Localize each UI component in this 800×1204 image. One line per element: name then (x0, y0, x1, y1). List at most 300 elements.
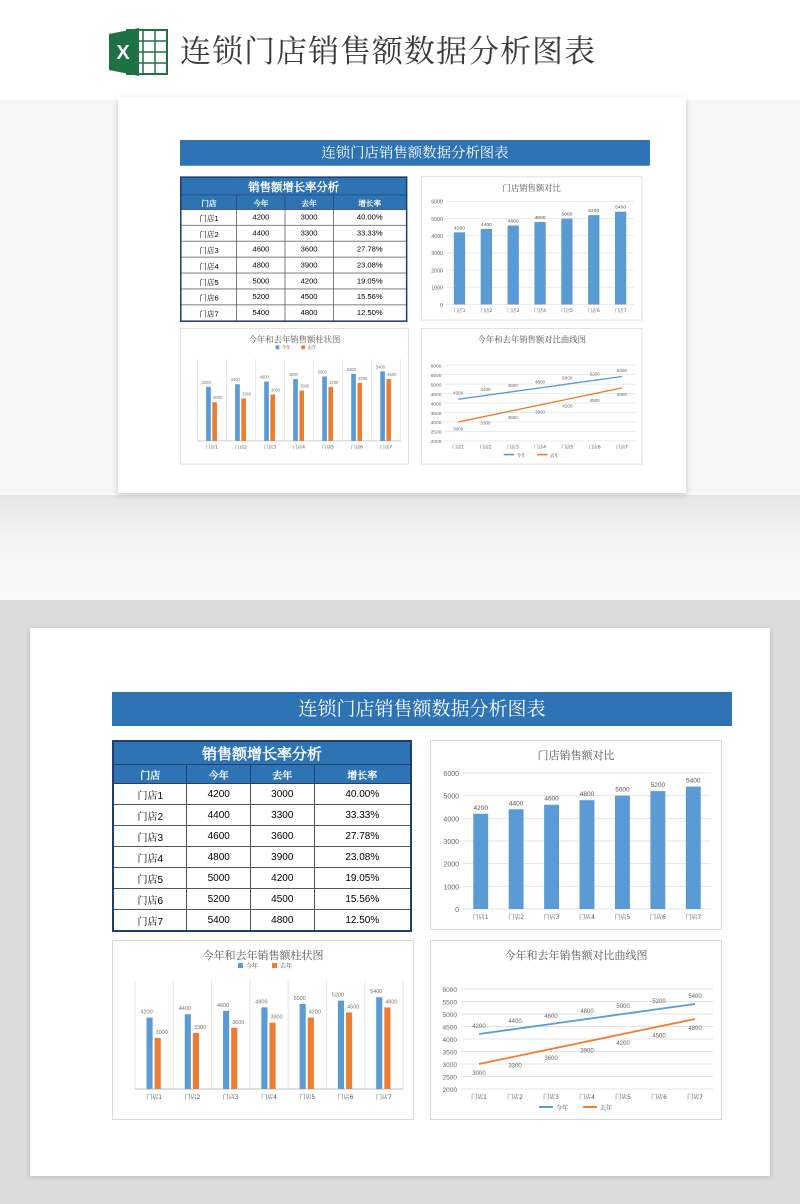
table-cell: 5000 (187, 868, 251, 889)
compare-bar-chart (113, 941, 413, 1119)
data-label: 4800 (288, 372, 298, 378)
table-row (113, 889, 411, 910)
table-cell: 门店7 (113, 910, 187, 932)
table-cell: 门店5 (113, 868, 187, 889)
x-tick-label: 门店5 (322, 445, 335, 451)
table-cell: 23.08% (314, 847, 411, 868)
table-cell: 4400 (237, 225, 285, 241)
table-cell: 4500 (285, 289, 333, 305)
bar (580, 800, 595, 909)
x-tick-label: 门店4 (534, 309, 547, 315)
bar (241, 398, 246, 441)
y-tick-label: 4000 (431, 234, 444, 241)
y-tick-label: 6000 (431, 199, 444, 206)
y-tick-label: 3000 (430, 421, 442, 427)
bar (544, 805, 559, 909)
page-title: 连锁门店销售额数据分析图表 (180, 34, 596, 70)
y-tick-label: 4500 (430, 392, 442, 398)
table-cell: 3300 (251, 805, 315, 826)
y-tick-label: 3500 (442, 1049, 457, 1057)
y-tick-label: 5500 (430, 373, 442, 379)
table-row (113, 826, 411, 847)
column-header-store: 门店 (181, 195, 237, 209)
table-cell: 门店3 (113, 826, 187, 847)
data-label: 4500 (652, 1033, 666, 1040)
table-cell: 门店4 (113, 847, 187, 868)
bar (686, 787, 701, 909)
y-tick-label: 3500 (430, 411, 442, 417)
data-label: 4600 (507, 219, 519, 225)
data-label: 3300 (193, 1024, 207, 1031)
legend-swatch (238, 963, 243, 968)
bar (338, 1001, 344, 1089)
table-caption: 销售额增长率分析 (113, 741, 411, 765)
table-cell: 40.00% (333, 209, 406, 225)
data-label: 4600 (507, 383, 518, 389)
data-label: 4500 (346, 1004, 360, 1011)
table-cell: 3900 (251, 847, 315, 868)
compare-bar-chart-panel (180, 328, 409, 464)
legend-label: 去年 (307, 346, 317, 352)
table-cell: 4200 (285, 273, 333, 289)
y-tick-label: 2500 (430, 430, 442, 436)
x-tick-label: 门店7 (685, 914, 702, 921)
bar (481, 229, 492, 305)
table-cell: 33.33% (333, 225, 406, 241)
table-cell: 5400 (237, 305, 285, 321)
table-cell: 门店4 (181, 257, 237, 273)
data-label: 5000 (562, 375, 573, 381)
store-sales-chart-title: 门店销售额对比 (502, 183, 561, 194)
bar (300, 1004, 306, 1089)
column-header-store: 门店 (113, 765, 187, 784)
table-cell: 33.33% (314, 805, 411, 826)
data-label: 3900 (580, 1048, 594, 1055)
data-label: 4800 (534, 215, 546, 221)
x-tick-label: 门店4 (579, 1094, 595, 1101)
data-label: 4800 (385, 999, 398, 1006)
y-tick-label: 3000 (442, 1062, 457, 1069)
bar (193, 1033, 199, 1089)
x-tick-label: 门店1 (452, 445, 465, 451)
data-label: 4800 (255, 999, 268, 1006)
compare-bar-chart-title: 今年和去年销售额柱状图 (248, 334, 341, 345)
x-tick-label: 门店3 (543, 914, 560, 921)
y-tick-label: 4500 (442, 1024, 457, 1032)
y-tick-label: 5000 (430, 383, 442, 389)
x-tick-label: 门店2 (479, 445, 492, 451)
x-tick-label: 门店7 (614, 309, 627, 315)
legend-swatch (272, 963, 277, 968)
legend-label: 今年 (556, 1105, 569, 1112)
bar (308, 1018, 314, 1089)
table-cell: 门店3 (181, 241, 237, 257)
data-label: 5200 (589, 371, 600, 377)
table-cell: 4800 (187, 847, 251, 868)
table-cell: 23.08% (333, 257, 406, 273)
dashboard-banner: 连锁门店销售额数据分析图表 (112, 692, 732, 726)
table-cell: 4400 (187, 805, 251, 826)
data-label: 4200 (140, 1009, 153, 1016)
data-label: 4400 (480, 222, 492, 228)
compare-line-chart (422, 329, 642, 464)
dashboard-small (180, 140, 650, 466)
legend-swatch (301, 345, 305, 349)
data-label: 5200 (652, 999, 666, 1005)
bar (454, 232, 465, 304)
data-label: 4600 (544, 1014, 558, 1020)
bar (264, 382, 269, 441)
x-tick-label: 门店5 (299, 1094, 316, 1101)
legend-label: 去年 (280, 963, 293, 970)
bar (615, 796, 630, 909)
data-label: 3300 (480, 420, 491, 426)
bar (615, 212, 626, 305)
growth-table (112, 740, 412, 932)
dashboard-banner: 连锁门店销售额数据分析图表 (180, 140, 650, 166)
data-label: 4800 (535, 379, 546, 385)
table-cell: 4600 (237, 241, 285, 257)
data-label: 5400 (375, 364, 385, 370)
x-tick-label: 门店1 (472, 914, 489, 921)
bar (223, 1011, 229, 1089)
data-label: 4200 (201, 379, 211, 385)
data-label: 4200 (472, 1024, 486, 1030)
table-row (113, 868, 411, 889)
table-cell: 4600 (187, 826, 251, 847)
data-label: 3300 (508, 1063, 522, 1070)
table-cell: 3300 (285, 225, 333, 241)
x-tick-label: 门店6 (337, 1094, 354, 1101)
table-cell: 4500 (251, 889, 315, 910)
table-cell: 3000 (285, 209, 333, 225)
data-label: 5400 (686, 777, 701, 785)
bar (328, 387, 333, 441)
x-tick-label: 门店1 (205, 445, 218, 451)
table-cell: 19.05% (314, 868, 411, 889)
data-label: 4600 (544, 795, 559, 803)
bar (261, 1007, 267, 1089)
bar (270, 395, 275, 441)
x-tick-label: 门店7 (375, 1094, 392, 1101)
y-tick-label: 4000 (442, 1037, 457, 1044)
table-cell: 27.78% (333, 241, 406, 257)
x-tick-label: 门店1 (471, 1094, 487, 1101)
data-label: 4800 (580, 1009, 594, 1015)
table-cell: 门店7 (181, 305, 237, 321)
table-cell: 4800 (237, 257, 285, 273)
data-label: 5000 (616, 1004, 630, 1010)
data-label: 4400 (178, 1006, 191, 1013)
y-tick-label: 3000 (431, 251, 444, 258)
y-tick-label: 3000 (443, 839, 459, 846)
compare-line-chart-panel (421, 328, 642, 464)
x-tick-label: 门店6 (587, 309, 600, 315)
table-cell: 12.50% (314, 910, 411, 932)
x-tick-label: 门店3 (506, 445, 519, 451)
column-header-growth: 增长率 (333, 195, 406, 209)
data-label: 4400 (508, 800, 524, 808)
y-tick-label: 0 (440, 302, 444, 309)
bar (357, 383, 362, 441)
table-row (113, 784, 411, 805)
table-cell: 门店1 (113, 784, 187, 805)
y-tick-label: 6000 (430, 364, 442, 370)
bar (299, 391, 304, 441)
table-row (113, 910, 411, 932)
bar (146, 1018, 152, 1089)
series-line (479, 1019, 695, 1064)
x-tick-label: 门店4 (261, 1094, 277, 1101)
table-cell: 3600 (251, 826, 315, 847)
store-sales-chart (422, 177, 642, 320)
compare-bar-chart-panel (112, 940, 414, 1120)
data-label: 5000 (317, 369, 327, 375)
data-label: 4800 (579, 791, 595, 799)
x-tick-label: 门店3 (222, 1094, 239, 1101)
x-tick-label: 门店3 (543, 1094, 559, 1101)
y-tick-label: 0 (455, 907, 459, 914)
bar (386, 379, 391, 441)
x-tick-label: 门店6 (649, 914, 666, 921)
x-tick-label: 门店7 (687, 1094, 703, 1101)
x-tick-label: 门店7 (380, 445, 393, 451)
bar (185, 1014, 191, 1089)
bar (384, 1007, 390, 1089)
table-cell: 门店6 (181, 289, 237, 305)
bar (235, 384, 240, 441)
table-row (181, 225, 407, 241)
data-label: 4600 (259, 374, 269, 380)
data-label: 3000 (155, 1030, 168, 1036)
column-header-this-year: 今年 (187, 765, 251, 784)
preview-reflection (0, 495, 800, 600)
data-label: 4400 (230, 377, 240, 383)
bar (650, 791, 665, 909)
y-tick-label: 1000 (443, 884, 459, 892)
bar (509, 809, 524, 909)
table-cell: 19.05% (333, 273, 406, 289)
y-tick-label: 2000 (442, 1087, 457, 1094)
bar (269, 1023, 275, 1089)
data-label: 3300 (242, 391, 252, 397)
column-header-this-year: 今年 (237, 195, 285, 209)
x-tick-label: 门店5 (615, 1094, 631, 1101)
data-label: 4200 (453, 390, 464, 396)
table-row (181, 273, 407, 289)
bar (206, 387, 211, 441)
compare-bar-chart-title: 今年和去年销售额柱状图 (202, 949, 324, 962)
table-caption: 销售额增长率分析 (181, 177, 407, 195)
y-tick-label: 2000 (430, 440, 442, 446)
x-tick-label: 门店2 (507, 1094, 523, 1101)
table-cell: 40.00% (314, 784, 411, 805)
data-label: 3000 (472, 1071, 486, 1077)
data-label: 5000 (615, 786, 630, 794)
data-label: 5400 (616, 367, 627, 373)
store-sales-chart-panel (430, 740, 722, 930)
bar (155, 1038, 161, 1089)
table-row (181, 209, 407, 225)
data-label: 3600 (507, 414, 518, 420)
data-label: 4200 (473, 804, 488, 812)
x-tick-label: 门店2 (480, 309, 493, 315)
y-tick-label: 6000 (443, 771, 459, 778)
table-cell: 门店6 (113, 889, 187, 910)
x-tick-label: 门店2 (508, 914, 525, 921)
y-tick-label: 2000 (431, 268, 444, 275)
table-cell: 4200 (237, 209, 285, 225)
bar (508, 225, 519, 304)
store-sales-chart-title: 门店销售额对比 (537, 749, 615, 762)
data-label: 5200 (346, 366, 356, 372)
data-label: 4400 (508, 1019, 522, 1025)
table-cell: 5400 (187, 910, 251, 932)
y-tick-label: 5000 (442, 1012, 457, 1019)
table-row (181, 305, 407, 321)
table-cell: 4800 (251, 910, 315, 932)
bar (380, 371, 385, 441)
data-label: 4200 (454, 226, 465, 232)
legend-label: 今年 (281, 346, 291, 352)
compare-line-chart-title: 今年和去年销售额对比曲线图 (477, 334, 586, 345)
table-cell: 5200 (187, 889, 251, 910)
column-header-last-year: 去年 (285, 195, 333, 209)
data-label: 5200 (650, 782, 666, 790)
y-tick-label: 5000 (431, 216, 444, 223)
table-cell: 3900 (285, 257, 333, 273)
data-label: 3900 (300, 383, 310, 389)
compare-line-chart-title: 今年和去年销售额对比曲线图 (504, 949, 648, 962)
data-label: 5400 (615, 205, 627, 211)
table-cell: 4200 (251, 868, 315, 889)
table-row (113, 805, 411, 826)
series-line (458, 388, 622, 422)
x-tick-label: 门店5 (614, 914, 631, 921)
compare-line-chart-panel (430, 940, 722, 1120)
y-tick-label: 2000 (443, 861, 459, 869)
bar (561, 219, 572, 305)
bar (534, 222, 545, 304)
y-tick-label: 1000 (431, 285, 444, 292)
data-label: 5400 (370, 989, 383, 996)
x-tick-label: 门店3 (264, 445, 276, 451)
bar (231, 1028, 237, 1089)
data-label: 4400 (480, 386, 491, 392)
compare-line-chart (431, 941, 721, 1119)
column-header-growth: 增长率 (314, 765, 411, 784)
y-tick-label: 5000 (443, 793, 459, 801)
excel-icon (109, 26, 169, 78)
y-tick-label: 4000 (443, 816, 459, 824)
legend-label: 去年 (549, 453, 559, 459)
data-label: 5400 (688, 994, 702, 1000)
table-cell: 3000 (251, 784, 315, 805)
page-header (0, 0, 800, 100)
growth-table (180, 176, 407, 322)
table-cell: 15.56% (333, 289, 406, 305)
table-row (113, 847, 411, 868)
data-label: 4200 (562, 403, 573, 409)
x-tick-label: 门店3 (507, 309, 520, 315)
data-label: 4500 (589, 397, 600, 403)
svg-text:X: X (116, 42, 130, 64)
x-tick-label: 门店6 (651, 1094, 667, 1101)
data-label: 4800 (688, 1026, 702, 1032)
legend-label: 今年 (246, 963, 259, 970)
x-tick-label: 门店5 (560, 309, 573, 315)
x-tick-label: 门店1 (453, 309, 466, 315)
data-label: 4600 (216, 1002, 230, 1009)
table-cell: 门店1 (181, 209, 237, 225)
data-label: 5000 (561, 212, 573, 218)
dashboard-large (112, 692, 732, 1122)
legend-label: 去年 (600, 1105, 613, 1112)
data-label: 3900 (535, 409, 546, 415)
table-cell: 5000 (237, 273, 285, 289)
data-label: 4200 (308, 1009, 321, 1016)
x-tick-label: 门店6 (351, 445, 364, 451)
x-tick-label: 门店2 (234, 445, 247, 451)
x-tick-label: 门店4 (579, 914, 595, 921)
y-tick-label: 6000 (442, 987, 457, 994)
data-label: 4200 (329, 379, 339, 385)
table-cell: 4800 (285, 305, 333, 321)
store-sales-chart-panel (421, 176, 642, 320)
data-label: 4500 (358, 375, 368, 381)
table-cell: 门店2 (181, 225, 237, 241)
data-label: 3000 (453, 426, 464, 432)
table-cell: 12.50% (333, 305, 406, 321)
x-tick-label: 门店6 (588, 445, 601, 451)
table-cell: 27.78% (314, 826, 411, 847)
table-row (181, 257, 407, 273)
bar (351, 374, 356, 441)
data-label: 5200 (331, 992, 345, 999)
x-tick-label: 门店1 (146, 1094, 163, 1101)
table-cell: 门店5 (181, 273, 237, 289)
table-cell: 5200 (237, 289, 285, 305)
data-label: 3600 (232, 1019, 245, 1026)
x-tick-label: 门店5 (561, 445, 574, 451)
store-sales-chart (431, 741, 721, 929)
legend-label: 今年 (516, 453, 526, 459)
data-label: 4800 (616, 392, 627, 398)
data-label: 4200 (616, 1041, 630, 1047)
table-row (181, 289, 407, 305)
data-label: 3600 (271, 387, 281, 393)
y-tick-label: 2500 (442, 1074, 457, 1082)
column-header-last-year: 去年 (251, 765, 315, 784)
x-tick-label: 门店4 (534, 445, 547, 451)
table-cell: 3600 (285, 241, 333, 257)
bar (293, 379, 298, 441)
table-cell: 门店2 (113, 805, 187, 826)
bar (376, 997, 382, 1089)
bar (346, 1013, 352, 1090)
y-tick-label: 4000 (430, 402, 442, 408)
data-label: 3600 (544, 1056, 558, 1062)
legend-swatch (276, 345, 280, 349)
data-label: 5000 (293, 996, 306, 1002)
bar (212, 402, 217, 441)
bar (588, 215, 599, 304)
x-tick-label: 门店2 (184, 1094, 201, 1101)
data-label: 5200 (588, 209, 600, 215)
bar (473, 814, 488, 909)
table-cell: 4200 (187, 784, 251, 805)
y-tick-label: 5500 (442, 999, 457, 1007)
